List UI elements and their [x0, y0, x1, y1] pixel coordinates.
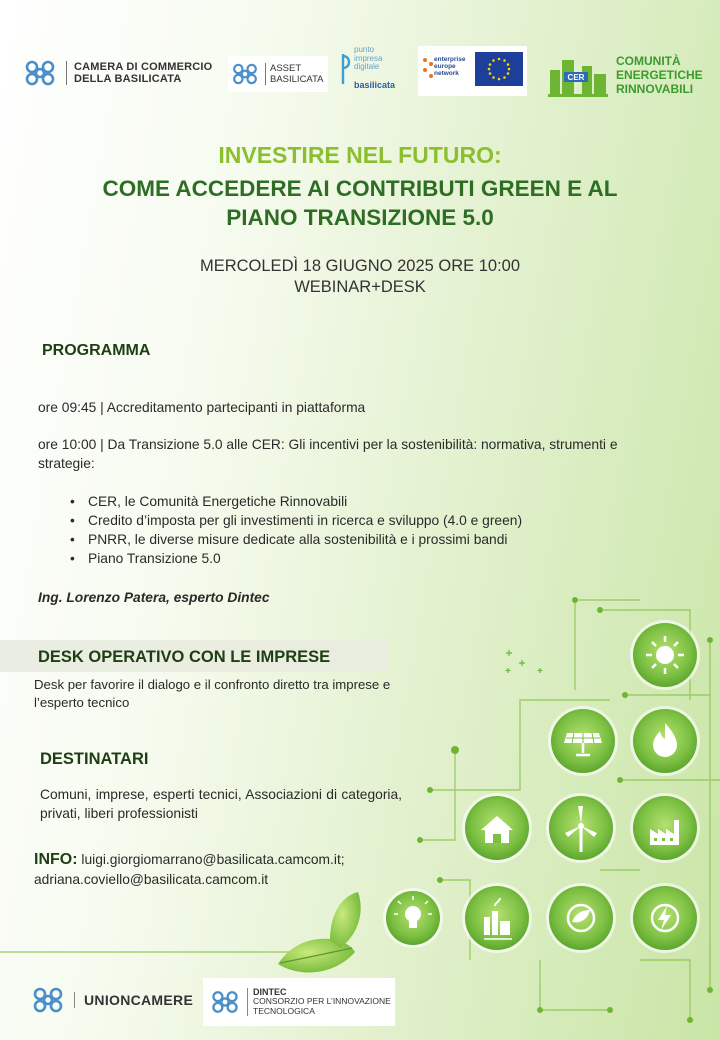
destinatari-text: Comuni, imprese, esperti tecnici, Associazioni di categoria, privati, liberi professionisti [40, 787, 402, 821]
cer-line1: COMUNITÀ [616, 54, 681, 68]
info-label: INFO: [34, 851, 78, 868]
een-line1: enterprise [434, 56, 466, 63]
dintec-logo [203, 978, 395, 1026]
eu-flag-icon [475, 52, 523, 86]
programma-item-1: ore 09:45 | Accreditamento partecipanti in piattaforma [38, 400, 366, 415]
list-item: • PNRR, le diverse misure dedicate alla sostenibilità e i prossimi bandi [70, 530, 630, 549]
pid-line3: digitale [354, 62, 380, 71]
title-line2: COME ACCEDERE AI CONTRIBUTI GREEN E AL [102, 176, 618, 201]
sun-icon [630, 620, 700, 690]
title-line3: PIANO TRANSIZIONE 5.0 [226, 205, 494, 230]
dintec-desc-1: CONSORZIO PER L’INNOVAZIONE [253, 996, 391, 1007]
camera-commercio-logo [22, 58, 212, 88]
pid-mark-icon [340, 50, 354, 88]
dintec-desc-2: TECNOLOGICA [253, 1005, 315, 1016]
een-line3: network [434, 70, 459, 77]
energy-bolt-icon [630, 883, 700, 953]
desk-heading: DESK OPERATIVO CON LE IMPRESE [38, 648, 331, 666]
asset-basilicata-logo [228, 56, 328, 92]
programma-bullet-list [70, 492, 630, 568]
dintec-name: DINTEC [253, 986, 287, 997]
pid-logo [340, 46, 412, 94]
unioncamere-logo [30, 985, 193, 1015]
info-email-2[interactable]: adriana.coviello@basilicata.camcom.it [34, 872, 269, 887]
solar-panel-icon [548, 706, 618, 776]
pid-line2: impresa [354, 53, 383, 63]
event-format: WEBINAR+DESK [294, 278, 426, 296]
asset-line2: BASILICATA [270, 74, 324, 85]
een-line2: europe [434, 63, 456, 70]
desk-text: Desk per favorire il dialogo e il confronto diretto tra imprese e l’esperto tecnico [34, 677, 391, 710]
list-item: • CER, le Comunità Energetiche Rinnovabili [70, 492, 630, 511]
title-line1: INVESTIRE NEL FUTURO: [218, 142, 502, 168]
title-main [0, 174, 720, 232]
pid-line1: punto [354, 45, 375, 54]
wind-turbine-icon [546, 793, 616, 863]
cer-logo [546, 50, 703, 100]
pid-region: basilicata [354, 80, 396, 90]
unioncamere-text: UNIONCAMERE [74, 992, 193, 1008]
event-date: MERCOLEDÌ 18 GIUGNO 2025 ORE 10:00 [199, 257, 521, 275]
programma-heading: PROGRAMMA [42, 342, 151, 359]
cer-line3: RINNOVABILI [616, 82, 694, 96]
chamber-swirl-icon [22, 58, 58, 88]
cer-line2: ENERGETICHE [616, 68, 703, 82]
cc-line1: CAMERA DI COMMERCIO [74, 61, 213, 73]
flame-icon [630, 706, 700, 776]
asset-swirl-icon [230, 61, 260, 87]
house-icon [462, 793, 532, 863]
list-item: • Piano Transizione 5.0 [70, 549, 630, 568]
asset-line1: ASSET [270, 63, 302, 74]
leaf-globe-icon [546, 883, 616, 953]
event-info [0, 256, 720, 298]
programma-item-2: ore 10:00 | Da Transizione 5.0 alle CER: Gli incentivi per la sostenibilità: normativa, strumenti e strategie: [38, 437, 618, 471]
speaker: Ing. Lorenzo Patera, esperto Dintec [38, 590, 270, 605]
factory-icon [630, 793, 700, 863]
een-dots-icon [421, 56, 435, 80]
cc-line2: DELLA BASILICATA [74, 73, 182, 85]
cer-badge: CER [567, 73, 585, 82]
destinatari-heading: DESTINATARI [40, 750, 149, 768]
info-block [34, 850, 434, 890]
dintec-swirl-icon [209, 988, 241, 1016]
unioncamere-swirl-icon [30, 985, 66, 1015]
power-plant-icon [462, 883, 532, 953]
een-logo [418, 46, 527, 96]
list-item: • Credito d’imposta per gli investimenti in ricerca e sviluppo (4.0 e green) [70, 511, 630, 530]
info-email-1[interactable]: luigi.giorgiomarrano@basilicata.camcom.it; [81, 852, 345, 867]
lightbulb-icon [383, 888, 443, 948]
cer-town-icon [546, 50, 610, 100]
